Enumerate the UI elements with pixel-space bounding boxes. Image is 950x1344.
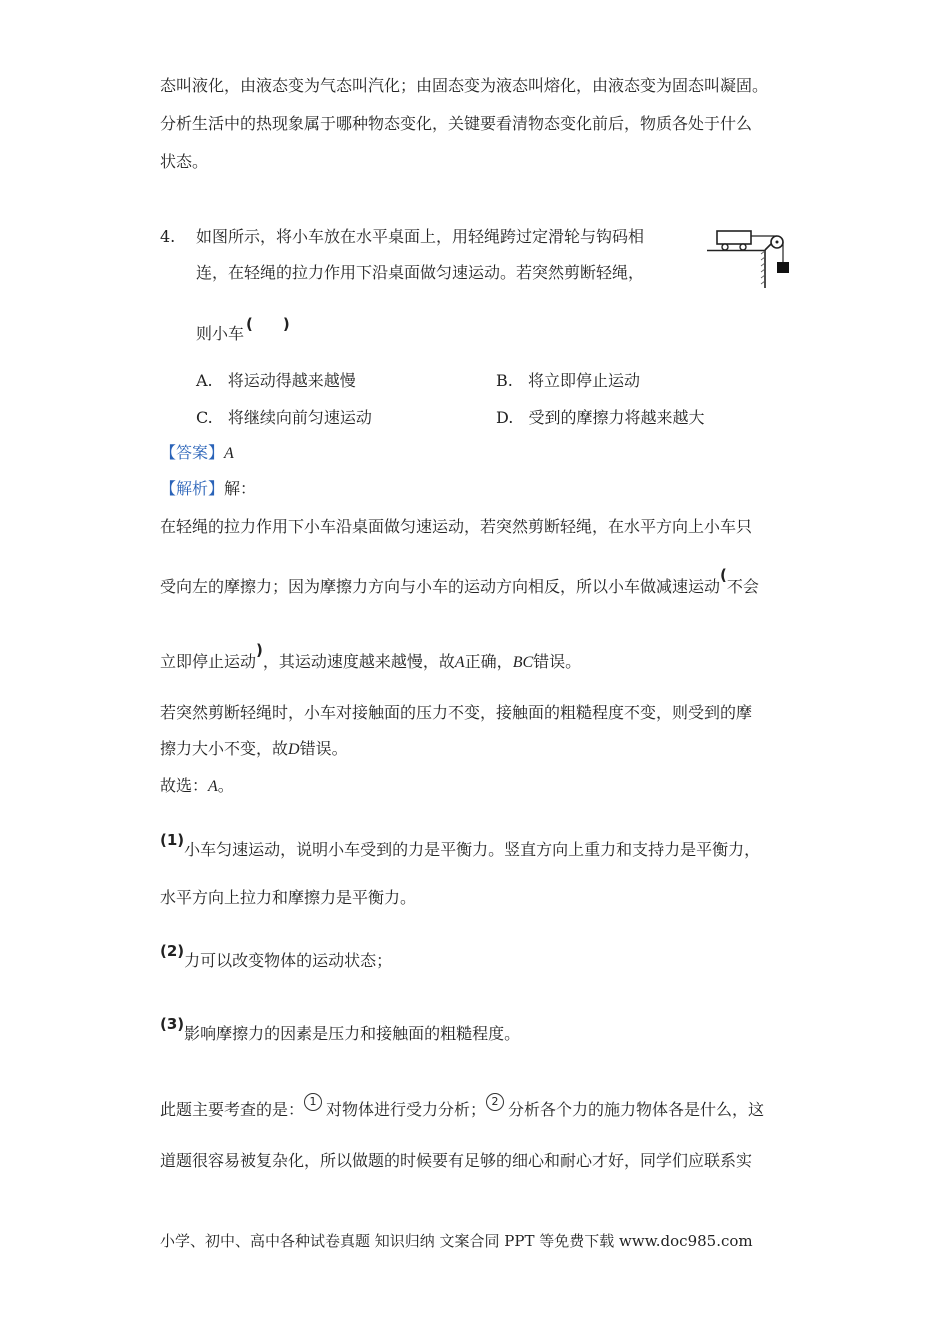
point-2-label: (2) <box>160 942 185 960</box>
analysis-p1-line-1: 在轻绳的拉力作用下小车沿桌面做匀速运动，若突然剪断轻绳，在水平方向上小车只 <box>160 517 753 536</box>
option-c-label: C. <box>196 408 213 427</box>
analysis-p1-line-3 <box>160 641 582 673</box>
point-1-label: (1) <box>160 831 185 849</box>
intro-line-3: 状态。 <box>160 152 209 171</box>
analysis-choose-b: 。 <box>217 776 234 795</box>
option-a-text: 将运动得越来越慢 <box>227 371 356 390</box>
option-a-label: A. <box>196 371 213 390</box>
analysis-lead: 解： <box>224 479 257 498</box>
analysis-p1-line-3d: 错误。 <box>533 652 582 671</box>
analysis-p1-line-3b: ，其运动速度越来越慢，故 <box>262 652 455 671</box>
analysis-p1-A: A <box>454 654 465 671</box>
circled-number-1: 1 <box>304 1093 322 1111</box>
point-1-text: 小车匀速运动，说明小车受到的力是平衡力。竖直方向上重力和支持力是平衡力， <box>184 840 761 859</box>
intro-line-2: 分析生活中的热现象属于哪种物态变化，关键要看清物态变化前后，物质各处于什么 <box>160 114 753 133</box>
analysis-point-2 <box>160 942 393 971</box>
question-number: 4. <box>160 227 176 246</box>
answer-value: A <box>224 445 234 462</box>
option-d[interactable] <box>496 408 704 428</box>
question-stem-end: 则小车 <box>196 324 245 343</box>
analysis-point-3 <box>160 1015 521 1044</box>
analysis-summary-line-1 <box>160 1095 765 1121</box>
circled-number-2: 2 <box>486 1093 504 1111</box>
option-c-text: 将继续向前匀速运动 <box>227 408 372 427</box>
page-footer: 小学、初中、高中各种试卷真题 知识归纳 文案合同 PPT 等免费下载 www.doc985.com <box>160 1232 753 1250</box>
option-a[interactable] <box>196 371 356 391</box>
analysis-choose-A: A <box>208 778 218 795</box>
analysis-p1-line-3a: 立即停止运动 <box>160 652 257 671</box>
cart-wheel-left <box>722 244 728 250</box>
cart-wheel-right <box>740 244 746 250</box>
analysis-tag: 【解析】 <box>160 479 225 498</box>
point-3-text: 影响摩擦力的因素是压力和接触面的粗糙程度。 <box>184 1024 521 1043</box>
analysis-p1-line-2-text: 受向左的摩擦力；因为摩擦力方向与小车的运动方向相反，所以小车做减速运动 <box>160 577 721 596</box>
analysis-p2-D: D <box>288 741 300 758</box>
analysis-p1-line-2 <box>160 566 759 597</box>
analysis-p2-line-2a: 擦力大小不变，故 <box>160 739 289 758</box>
summary-c: 分析各个力的施力物体各是什么，这 <box>508 1100 765 1119</box>
intro-line-1: 态叫液化，由液态变为气态叫汽化；由固态变为液态叫熔化，由液态变为固态叫凝固。 <box>160 76 769 95</box>
analysis-p1-BC: BC <box>512 654 534 671</box>
option-d-label: D. <box>496 408 514 427</box>
analysis-heading <box>160 479 256 499</box>
question-line-2: 连，在轻绳的拉力作用下沿桌面做匀速运动。若突然剪断轻绳， <box>196 263 645 282</box>
hanging-weight <box>777 262 789 273</box>
cart-body-shape <box>717 231 751 244</box>
analysis-p1-line-2-end: 不会 <box>726 577 759 596</box>
analysis-choose-a: 故选： <box>160 776 209 795</box>
answer-paren-open: ( <box>246 315 253 333</box>
question-line-3 <box>196 315 290 344</box>
option-c[interactable] <box>196 408 372 428</box>
analysis-p2-line-1: 若突然剪断轻绳时，小车对接触面的压力不变，接触面的粗糙程度不变，则受到的摩 <box>160 703 753 722</box>
analysis-p1-paren-open: ( <box>720 566 727 584</box>
analysis-p2-line-2b: 错误。 <box>299 739 348 758</box>
cart-pulley-figure <box>705 218 795 292</box>
option-b-label: B. <box>496 371 513 390</box>
analysis-p2-line-2 <box>160 739 348 760</box>
analysis-p1-paren-close: ) <box>256 641 263 659</box>
answer-paren-close: ) <box>282 315 290 333</box>
analysis-choose <box>160 776 234 797</box>
analysis-point-1-line-1 <box>160 831 761 860</box>
answer-tag: 【答案】 <box>160 443 225 462</box>
summary-a: 此题主要考查的是： <box>160 1100 305 1119</box>
point-2-text: 力可以改变物体的运动状态； <box>184 951 393 970</box>
answer-line <box>160 443 234 464</box>
option-b-text: 将立即停止运动 <box>527 371 640 390</box>
analysis-summary-line-2: 道题很容易被复杂化，所以做题的时候要有足够的细心和耐心才好，同学们应联系实 <box>160 1151 753 1170</box>
question-line-1: 如图所示，将小车放在水平桌面上，用轻绳跨过定滑轮与钩码相 <box>196 227 645 246</box>
option-d-text: 受到的摩擦力将越来越大 <box>528 408 705 427</box>
summary-b: 对物体进行受力分析； <box>326 1100 487 1119</box>
analysis-point-1-line-2: 水平方向上拉力和摩擦力是平衡力。 <box>160 888 417 907</box>
point-3-label: (3) <box>160 1015 185 1033</box>
analysis-p1-line-3c: 正确， <box>464 652 513 671</box>
option-b[interactable] <box>496 371 640 391</box>
